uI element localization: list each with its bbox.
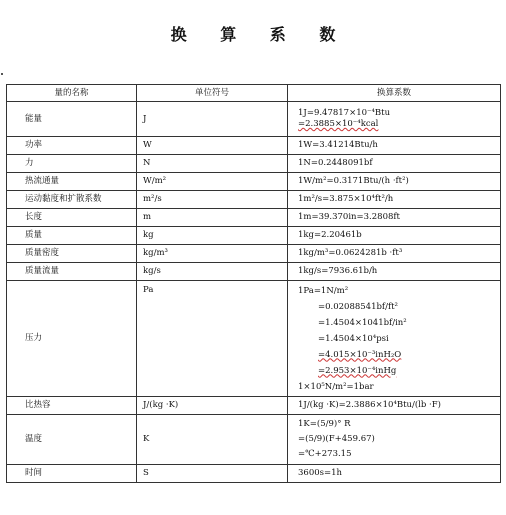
unit-symbol: J/(kg ·K): [137, 397, 288, 415]
conversion-factor: 1m=39.370in=3.2808ft: [288, 209, 501, 227]
factor-line: =1.4504×10⁴psi: [318, 333, 389, 344]
conversion-factor: 1m²/s=3.875×10⁴ft²/h: [288, 191, 501, 209]
unit-symbol: W/m²: [137, 173, 288, 191]
table-row: [7, 191, 501, 209]
unit-symbol: N: [137, 155, 288, 173]
table-header-row: [7, 85, 501, 102]
quantity-name: 运动黏度和扩散系数: [7, 191, 137, 209]
unit-symbol: J: [137, 102, 288, 137]
unit-symbol: m: [137, 209, 288, 227]
factor-line: =℃+273.15: [298, 449, 352, 459]
quantity-name: 力: [7, 155, 137, 173]
factor-line: =0.02088541bf/ft²: [318, 301, 398, 312]
table-row: [7, 227, 501, 245]
header-quantity: 量的名称: [7, 85, 137, 102]
header-factor: 换算系数: [288, 85, 501, 102]
unit-symbol: kg/s: [137, 263, 288, 281]
quantity-name: 压力: [7, 281, 137, 397]
table-row: [7, 465, 501, 483]
quantity-name: 质量密度: [7, 245, 137, 263]
conversion-factor: [288, 281, 501, 397]
quantity-name: 时间: [7, 465, 137, 483]
quantity-name: 热流通量: [7, 173, 137, 191]
conversion-factor: 1kg=2.20461b: [288, 227, 501, 245]
factor-line: 1K=(5/9)° R: [298, 419, 351, 429]
factor-line: =2.953×10⁻⁴inHg: [318, 365, 397, 376]
factor-line: =4.015×10⁻³inH₂O: [318, 349, 402, 360]
factor-line: 1Pa=1N/m²: [298, 285, 349, 296]
table-row: [7, 155, 501, 173]
table-row: [7, 102, 501, 137]
conversion-factor: [288, 415, 501, 465]
table-row: [7, 173, 501, 191]
unit-symbol: kg: [137, 227, 288, 245]
conversion-factor: 1kg/s=7936.61b/h: [288, 263, 501, 281]
table-row: [7, 263, 501, 281]
factor-line: =(5/9)(F+459.67): [298, 434, 375, 444]
conversion-factor: 1N=0.2448091bf: [288, 155, 501, 173]
unit-symbol: K: [137, 415, 288, 465]
unit-symbol: m²/s: [137, 191, 288, 209]
table-row: [7, 281, 501, 397]
conversion-factor: 1kg/m³=0.0624281b ·ft³: [288, 245, 501, 263]
table-row: [7, 209, 501, 227]
factor-line: 1×10⁵N/m²=1bar: [298, 381, 374, 392]
unit-symbol: W: [137, 137, 288, 155]
unit-symbol: Pa: [137, 281, 288, 397]
table-row: [7, 415, 501, 465]
header-unit: 单位符号: [137, 85, 288, 102]
table-row: [7, 245, 501, 263]
conversion-factor: 1W/m²=0.3171Btu/(h ·ft²): [288, 173, 501, 191]
factor-line: 1J=9.47817×10⁻⁴Btu: [298, 108, 391, 118]
unit-symbol: kg/m³: [137, 245, 288, 263]
table-row: [7, 137, 501, 155]
conversion-factor: 3600s=1h: [288, 465, 501, 483]
quantity-name: 质量: [7, 227, 137, 245]
conversion-factor: 1W=3.41214Btu/h: [288, 137, 501, 155]
conversion-factor: [288, 102, 501, 137]
margin-dot: [1, 73, 3, 75]
quantity-name: 比热容: [7, 397, 137, 415]
factor-line: =1.4504×1041bf/in²: [318, 317, 407, 328]
quantity-name: 温度: [7, 415, 137, 465]
quantity-name: 功率: [7, 137, 137, 155]
conversion-factor: 1J/(kg ·K)=2.3886×10⁴Btu/(lb ·F): [288, 397, 501, 415]
quantity-name: 长度: [7, 209, 137, 227]
factor-line: =2.3885×10⁻⁴kcal: [298, 119, 379, 129]
table-row: [7, 397, 501, 415]
page-title: 换 算 系 数: [170, 25, 350, 44]
unit-symbol: S: [137, 465, 288, 483]
quantity-name: 质量流量: [7, 263, 137, 281]
quantity-name: 能量: [7, 102, 137, 137]
conversion-table: [6, 84, 501, 483]
